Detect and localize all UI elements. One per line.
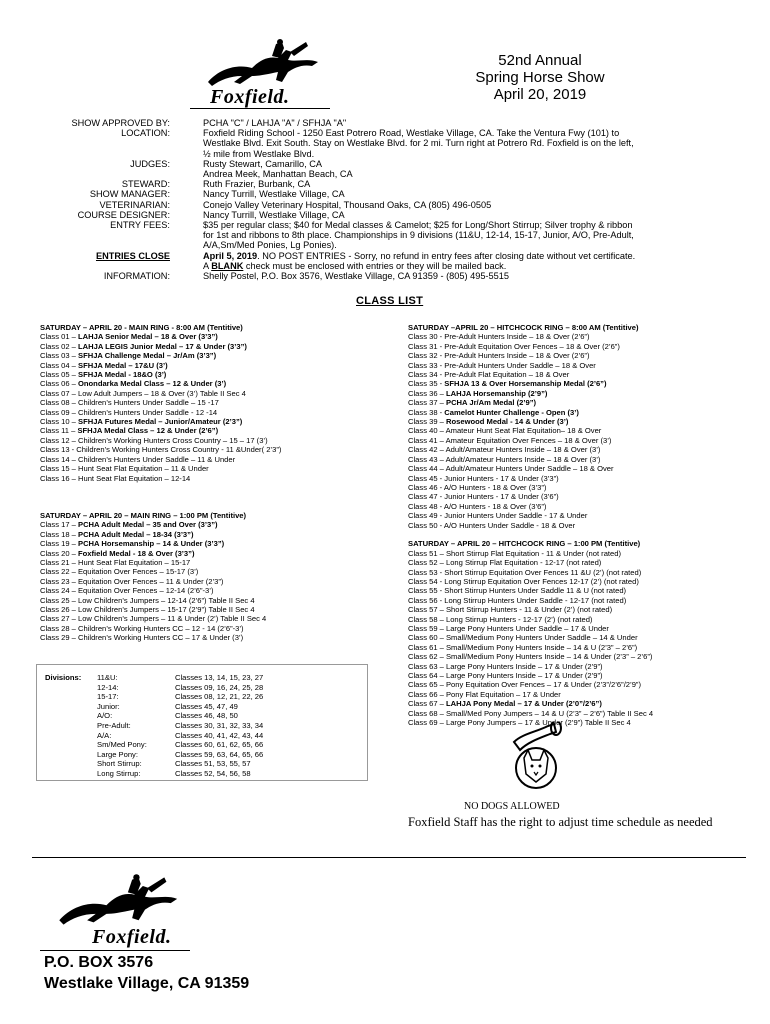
class-text: Class 14 – Children’s Hunters Under Saddle – 11 & Under — [40, 454, 236, 464]
class-text: Class 41 – Amateur Equitation Over Fences – 18 & Over (3’) — [408, 435, 612, 445]
class-item — [408, 718, 748, 727]
division-classes: Classes 09, 16, 24, 25, 28 — [175, 682, 264, 692]
class-text: Class 43 – Adult/Amateur Hunters Inside – 18 & Over (3’) — [408, 454, 601, 464]
division-name: 12-14: — [97, 682, 119, 692]
footer-po-box: P.O. BOX 3576 — [44, 954, 154, 971]
class-item — [40, 577, 380, 586]
division-classes: Classes 40, 41, 42, 43, 44 — [175, 730, 264, 740]
left-class-column — [40, 323, 380, 643]
horse-rider-icon — [190, 38, 330, 90]
class-text: Class 10 – — [40, 417, 78, 427]
division-name: Pre-Adult: — [97, 721, 131, 730]
class-text: Class 18 – — [40, 529, 78, 539]
class-medal-title: SFHJA Challenge Medal – Jr/Am (3’3”) — [78, 351, 217, 361]
info-value: $35 per regular class; $40 for Medal classes & Camelot; $25 for Long/Short Stirrup; Silver trophy & ribbon — [203, 220, 633, 230]
class-item — [40, 586, 380, 595]
class-item — [408, 558, 748, 567]
division-classes: Classes 13, 14, 15, 23, 27 — [175, 673, 264, 682]
class-text: Class 33 - Pre-Adult Hunters Under Saddle – 18 & Over — [408, 360, 596, 370]
class-medal-title: PCHA Adult Medal – 35 and Over (3’3”) — [78, 520, 218, 530]
blank-check-post: check must be enclosed with entries or they will be mailed back. — [243, 260, 507, 271]
class-medal-title: Camelot Hunter Challenge - Open (3’) — [444, 407, 579, 417]
class-text: Class 47 - Junior Hunters - 17 & Under (3’6”) — [408, 492, 559, 502]
class-text: Class 35 - — [408, 379, 445, 389]
class-text: Class 30 - Pre-Adult Hunters Inside – 18 & Over (2’6”) — [408, 332, 590, 342]
info-value: ½ mile from Westlake Blvd. — [203, 148, 315, 159]
class-medal-title: LAHJA Pony Medal – 17 & Under (2’0”/2’6”) — [446, 699, 602, 709]
class-item — [40, 474, 380, 483]
division-classes: Classes 46, 48, 50 — [175, 711, 238, 721]
class-item — [408, 502, 748, 511]
info-value: Shelly Postel, P.O. Box 3576, Westlake Village, CA 91359 - (805) 495-5515 — [203, 271, 509, 281]
class-medal-title: LAHJA Horsemanship (2’9”) — [446, 388, 548, 398]
blank-check-bold: BLANK — [211, 260, 244, 271]
blank-check-pre: A — [203, 260, 212, 271]
class-text: Class 11 – — [40, 426, 78, 436]
class-text: Class 04 – — [40, 360, 78, 370]
class-medal-title: PCHA Jr/Am Medal (2’9”) — [446, 398, 537, 408]
class-text: Class 23 – Equitation Over Fences – 11 & Under (2’3”) — [40, 576, 224, 586]
class-medal-title: Onondarka Medal Class – 12 & Under (3’) — [78, 379, 227, 389]
class-medal-title: SFHJA Medal - 18&O (3’) — [78, 370, 167, 380]
class-text: Class 69 – Large Pony Jumpers – 17 & Under (2’9”) Table II Sec 4 — [408, 718, 631, 728]
info-label: STEWARD: — [121, 179, 170, 190]
class-medal-title: LAHJA Senior Medal – 18 & Over (3’3”) — [78, 332, 218, 342]
class-text: Class 05 – — [40, 370, 78, 380]
class-text: Class 20 – — [40, 548, 78, 558]
horse-rider-icon — [40, 872, 190, 930]
class-text: Class 42 – Adult/Amateur Hunters Inside – 18 & Over (3’) — [408, 445, 601, 455]
no-dogs-notice: NO DOGS ALLOWED — [464, 801, 560, 812]
class-text: Class 15 – Hunt Seat Flat Equitation – 11 & Under — [40, 464, 209, 474]
class-item — [408, 483, 748, 492]
divisions-box — [36, 664, 368, 781]
class-item — [40, 398, 380, 407]
info-value: PCHA "C" / LAHJA "A" / SFHJA "A" — [203, 118, 347, 128]
class-medal-title: SFHJA 13 & Over Horsemanship Medal (2’6”) — [444, 379, 607, 389]
class-item — [408, 662, 748, 671]
info-value: Andrea Meek, Manhattan Beach, CA — [203, 169, 353, 179]
class-item — [40, 596, 380, 605]
class-text: Class 56 - Long Stirrup Hunters Under Saddle - 12-17 (not rated) — [408, 595, 627, 605]
class-item — [408, 445, 748, 454]
class-item — [40, 426, 380, 435]
class-text: Class 45 - Junior Hunters - 17 & Under (3’3”) — [408, 473, 559, 483]
division-name: A/O: — [97, 711, 113, 721]
class-item — [40, 464, 380, 473]
class-list-title: CLASS LIST — [356, 295, 424, 307]
title-line-2: Spring Horse Show — [475, 69, 605, 86]
class-text: Class 29 – Children’s Working Hunters CC – 17 & Under (3’) — [40, 633, 244, 643]
class-item — [408, 408, 748, 417]
class-item — [40, 445, 380, 454]
class-text: Class 63 – Large Pony Hunters Inside – 17 & Under (2’9”) — [408, 661, 603, 671]
class-text: Class 26 – Low Children’s Jumpers – 15-17 (2’9”) Table II Sec 4 — [40, 604, 255, 614]
info-label: COURSE DESIGNER: — [77, 209, 170, 220]
info-value: Nancy Turrill, Westlake Village, CA — [203, 189, 345, 200]
class-item — [40, 379, 380, 388]
class-text: Class 22 – Equitation Over Fences – 15-17 (3’) — [40, 567, 199, 577]
class-item — [408, 549, 748, 558]
class-text: Class 49 - Junior Hunters Under Saddle - 17 & Under — [408, 511, 588, 521]
class-text: Class 57 – Short Stirrup Hunters - 11 & Under (2’) (not rated) — [408, 605, 613, 615]
class-text: Class 66 – Pony Flat Equitation – 17 & Under — [408, 689, 561, 699]
info-label: JUDGES: — [130, 158, 170, 169]
class-item — [408, 699, 748, 708]
class-item — [408, 492, 748, 501]
divisions-label: Divisions: — [45, 673, 82, 682]
title-line-3: April 20, 2019 — [493, 86, 587, 103]
division-name: Large Pony: — [97, 749, 138, 759]
class-item — [40, 605, 380, 614]
info-label: ENTRY FEES: — [110, 220, 170, 230]
class-text: Class 19 – — [40, 539, 78, 549]
info-value: for 1st and ribbons to 8th place. Championships in 9 divisions (11&U, 12-14, 15-17, Junior, A/O, Pre-Adult, — [203, 230, 634, 241]
class-medal-title: Rosewood Medal - 14 & Under (3’) — [446, 417, 569, 427]
class-item — [408, 511, 748, 520]
class-item — [40, 351, 380, 360]
class-item — [408, 361, 748, 370]
footer-address — [44, 952, 249, 994]
class-text: Class 01 – — [40, 332, 78, 342]
info-value: Nancy Turrill, Westlake Village, CA — [203, 209, 345, 220]
class-text: Class 06 – — [40, 379, 78, 389]
class-medal-title: SFHJA Medal – 17&U (3’) — [78, 360, 168, 370]
class-item — [40, 332, 380, 341]
show-title — [440, 52, 640, 103]
class-item — [40, 370, 380, 379]
right-class-column — [408, 323, 748, 727]
class-text: Class 60 – Small/Medium Pony Hunters Under Saddle – 14 & Under — [408, 633, 638, 643]
class-item — [40, 361, 380, 370]
division-name: Sm/Med Pony: — [97, 740, 147, 750]
class-text: Class 12 – Children’s Working Hunters Cross Country – 15 – 17 (3’) — [40, 435, 268, 445]
ring-session-header: SATURDAY – APRIL 20 – MAIN RING – 1:00 PM (Tentitive) — [40, 510, 247, 520]
ring-session-header: SATURDAY –APRIL 20 – HITCHCOCK RING – 8:00 AM (Tentitive) — [408, 323, 639, 332]
info-label: ENTRIES CLOSE — [95, 250, 170, 261]
class-text: Class 55 - Short Stirrup Hunters Under Saddle 11 & U (not rated) — [408, 586, 627, 596]
info-value: Rusty Stewart, Camarillo, CA — [203, 158, 322, 169]
class-item — [40, 520, 380, 529]
class-item — [408, 436, 748, 445]
entries-close-date: April 5, 2019 — [203, 250, 258, 261]
class-text: Class 37 – — [408, 398, 446, 408]
class-item — [408, 464, 748, 473]
class-text: Class 25 – Low Children’s Jumpers – 12-14 (2’6”) Table II Sec 4 — [40, 595, 255, 605]
class-item — [408, 596, 748, 605]
division-name: 15-17: — [97, 692, 119, 702]
title-line-1: 52nd Annual — [498, 52, 582, 69]
class-text: Class 28 – Children’s Working Hunters CC – 12 - 14 (2’6”-3’) — [40, 623, 244, 633]
info-value: Foxfield Riding School - 1250 East Potrero Road, Westlake Village, CA. Take the Ventura Fwy (101) to — [203, 128, 620, 139]
class-medal-title: SFHJA Futures Medal – Junior/Amateur (2’3”) — [78, 417, 243, 427]
class-medal-title: PCHA Horsemanship – 14 & Under (3’3”) — [78, 539, 225, 549]
info-value: Ruth Frazier, Burbank, CA — [203, 179, 311, 190]
horn-fox-icon — [508, 722, 568, 794]
class-text: Class 62 – Small/Medium Pony Hunters Inside – 14 & Under (2’3” – 2’6”) — [408, 652, 653, 662]
class-item — [408, 417, 748, 426]
class-item — [40, 558, 380, 567]
class-item — [408, 633, 748, 642]
class-item — [408, 521, 748, 530]
division-name: Junior: — [97, 701, 120, 711]
blank-check-note — [203, 261, 743, 271]
division-classes: Classes 08, 12, 21, 22, 26 — [175, 692, 264, 702]
class-item — [408, 426, 748, 435]
class-text: Class 54 - Long Stirrup Equitation Over Fences 12-17 (2’) (not rated) — [408, 576, 639, 586]
class-text: Class 40 – Amateur Hunt Seat Flat Equitation– 18 & Over — [408, 426, 602, 436]
class-text: Class 13 - Children’s Working Hunters Cross Country - 11 &Under( 2’3”) — [40, 445, 282, 455]
division-classes: Classes 30, 31, 32, 33, 34 — [175, 721, 264, 730]
class-item — [408, 652, 748, 661]
entries-close-value — [203, 251, 743, 261]
class-medal-title: PCHA Adult Medal – 18-34 (3’3”) — [78, 529, 194, 539]
class-text: Class 52 – Long Stirrup Flat Equitation - 12-17 (not rated) — [408, 558, 602, 568]
class-text: Class 16 – Hunt Seat Flat Equitation – 12-14 — [40, 473, 191, 483]
class-item — [40, 549, 380, 558]
class-text: Class 65 – Pony Equitation Over Fences – 17 & Under (2’3”/2’6”/2’9”) — [408, 680, 641, 690]
class-item — [40, 633, 380, 642]
class-item — [40, 436, 380, 445]
section-spacer — [40, 483, 380, 511]
class-text: Class 51 – Short Stirrup Flat Equitation - 11 & Under (not rated) — [408, 548, 622, 558]
class-text: Class 50 - A/O Hunters Under Saddle - 18 & Over — [408, 520, 576, 530]
class-text: Class 24 – Equitation Over Fences – 12-14 (2’6”-3’) — [40, 586, 214, 596]
division-name: Short Stirrup: — [97, 759, 142, 769]
division-name: 11&U: — [97, 673, 118, 682]
class-text: Class 31 - Pre-Adult Equitation Over Fences – 18 & Over (2’6”) — [408, 341, 620, 351]
class-text: Class 68 – Small/Med Pony Jumpers – 14 & U (2’3” – 2’6”) Table II Sec 4 — [408, 708, 654, 718]
info-value: Westlake Blvd. Exit South. Stay on Westlake Blvd. for 2 mi. Turn right at Potrero Rd. Foxfield is on the left, — [203, 138, 634, 149]
class-item — [408, 709, 748, 718]
footer-logo-brand: Foxfield. — [92, 926, 172, 948]
class-item — [40, 539, 380, 548]
info-value: A/A,Sm/Med Ponies, Lg Ponies). — [203, 240, 337, 251]
footer-city: Westlake Village, CA 91359 — [44, 975, 250, 992]
class-item — [408, 351, 748, 360]
logo-underline — [190, 108, 330, 109]
hunting-horn-fox-emblem — [508, 722, 568, 794]
class-text: Class 32 - Pre-Adult Hunters Inside – 18 & Over (2’6”) — [408, 351, 590, 361]
class-item — [408, 624, 748, 633]
class-item — [40, 417, 380, 426]
class-text: Class 59 – Large Pony Hunters Under Saddle – 17 & Under — [408, 623, 609, 633]
class-item — [408, 586, 748, 595]
class-text: Class 36 – — [408, 388, 446, 398]
info-label: VETERINARIAN: — [99, 199, 170, 210]
division-classes: Classes 59, 63, 64, 65, 66 — [175, 749, 264, 759]
class-item — [408, 474, 748, 483]
class-text: Class 38 - — [408, 407, 445, 417]
entries-close-text: . NO POST ENTRIES - Sorry, no refund in entry fees after closing date without vet certificate. — [257, 250, 636, 261]
class-item — [408, 455, 748, 464]
class-item — [408, 690, 748, 699]
info-label: INFORMATION: — [103, 271, 170, 281]
class-medal-title: LAHJA LEGIS Junior Medal – 17 & Under (3’3”) — [78, 341, 247, 351]
class-text: Class 44 – Adult/Amateur Hunters Under Saddle – 18 & Over — [408, 464, 614, 474]
class-item — [40, 614, 380, 623]
class-text: Class 34 - Pre-Adult Flat Equitation – 18 & Over — [408, 370, 570, 380]
header-logo — [190, 38, 330, 108]
footer-logo-underline — [40, 950, 190, 951]
class-text: Class 07 – Low Adult Jumpers – 18 & Over (3’) Table II Sec 4 — [40, 388, 246, 398]
class-medal-title: SFHJA Medal Class – 12 & Under (2’6”) — [77, 426, 219, 436]
class-item — [408, 342, 748, 351]
class-item — [408, 568, 748, 577]
class-item — [40, 455, 380, 464]
division-name: A/A: — [97, 730, 112, 740]
class-medal-title: Foxfield Medal - 18 & Over (3’3”) — [78, 548, 195, 558]
class-item — [40, 342, 380, 351]
class-text: Class 53 - Short Stirrup Equitation Over Fences 11 &U (2’) (not rated) — [408, 567, 642, 577]
class-text: Class 03 – — [40, 351, 78, 361]
class-item — [40, 530, 380, 539]
class-item — [408, 370, 748, 379]
division-name: Long Stirrup: — [97, 769, 141, 778]
info-label: LOCATION: — [121, 128, 170, 139]
class-item — [408, 680, 748, 689]
class-item — [40, 389, 380, 398]
staff-schedule-note: Foxfield Staff has the right to adjust time schedule as needed — [408, 815, 713, 829]
class-text: Class 67 – — [408, 699, 446, 709]
class-item — [408, 379, 748, 388]
info-label: SHOW APPROVED BY: — [71, 118, 170, 128]
class-item — [408, 643, 748, 652]
class-text: Class 61 – Small/Medium Pony Hunters Inside – 14 & U (2’3” – 2’6”) — [408, 642, 638, 652]
info-label: SHOW MANAGER: — [89, 189, 170, 200]
class-text: Class 08 – Children’s Hunters Under Saddle – 15 -17 — [40, 398, 219, 408]
division-classes: Classes 51, 53, 55, 57 — [175, 759, 251, 769]
class-item — [40, 567, 380, 576]
class-text: Class 64 – Large Pony Hunters Inside – 17 & Under (2’9”) — [408, 671, 603, 681]
class-item — [40, 624, 380, 633]
class-text: Class 21 – Hunt Seat Flat Equitation – 15-17 — [40, 557, 191, 567]
footer-logo — [40, 872, 190, 952]
class-text: Class 27 – Low Children’s Jumpers – 11 & Under (2’) Table II Sec 4 — [40, 614, 267, 624]
class-item — [408, 332, 748, 341]
class-item — [408, 398, 748, 407]
division-classes: Classes 60, 61, 62, 65, 66 — [175, 740, 264, 750]
division-classes: Classes 52, 54, 56, 58 — [175, 769, 251, 778]
class-text: Class 46 - A/O Hunters - 18 & Over (3’3”) — [408, 482, 547, 492]
class-text: Class 39 – — [408, 417, 446, 427]
section-spacer — [408, 530, 748, 539]
class-text: Class 17 – — [40, 520, 78, 530]
class-text: Class 02 – — [40, 341, 78, 351]
class-item — [408, 671, 748, 680]
class-item — [40, 408, 380, 417]
class-text: Class 58 – Long Stirrup Hunters - 12-17 (2’) (not rated) — [408, 614, 593, 624]
class-text: Class 48 - A/O Hunters - 18 & Over (3’6”) — [408, 501, 547, 511]
info-value: Conejo Valley Veterinary Hospital, Thousand Oaks, CA (805) 496-0505 — [203, 199, 492, 210]
ring-session-header: SATURDAY – APRIL 20 - MAIN RING - 8:00 AM (Tentitive) — [40, 323, 243, 332]
class-item — [408, 389, 748, 398]
class-item — [408, 605, 748, 614]
class-item — [408, 577, 748, 586]
divider-line — [32, 857, 746, 858]
logo-brand-text: Foxfield. — [210, 86, 290, 108]
class-item — [408, 615, 748, 624]
class-text: Class 09 – Children’s Hunters Under Saddle - 12 -14 — [40, 407, 218, 417]
ring-session-header: SATURDAY – APRIL 20 – HITCHCOCK RING – 1:00 PM (Tentitive) — [408, 539, 641, 549]
division-classes: Classes 45, 47, 49 — [175, 701, 238, 711]
